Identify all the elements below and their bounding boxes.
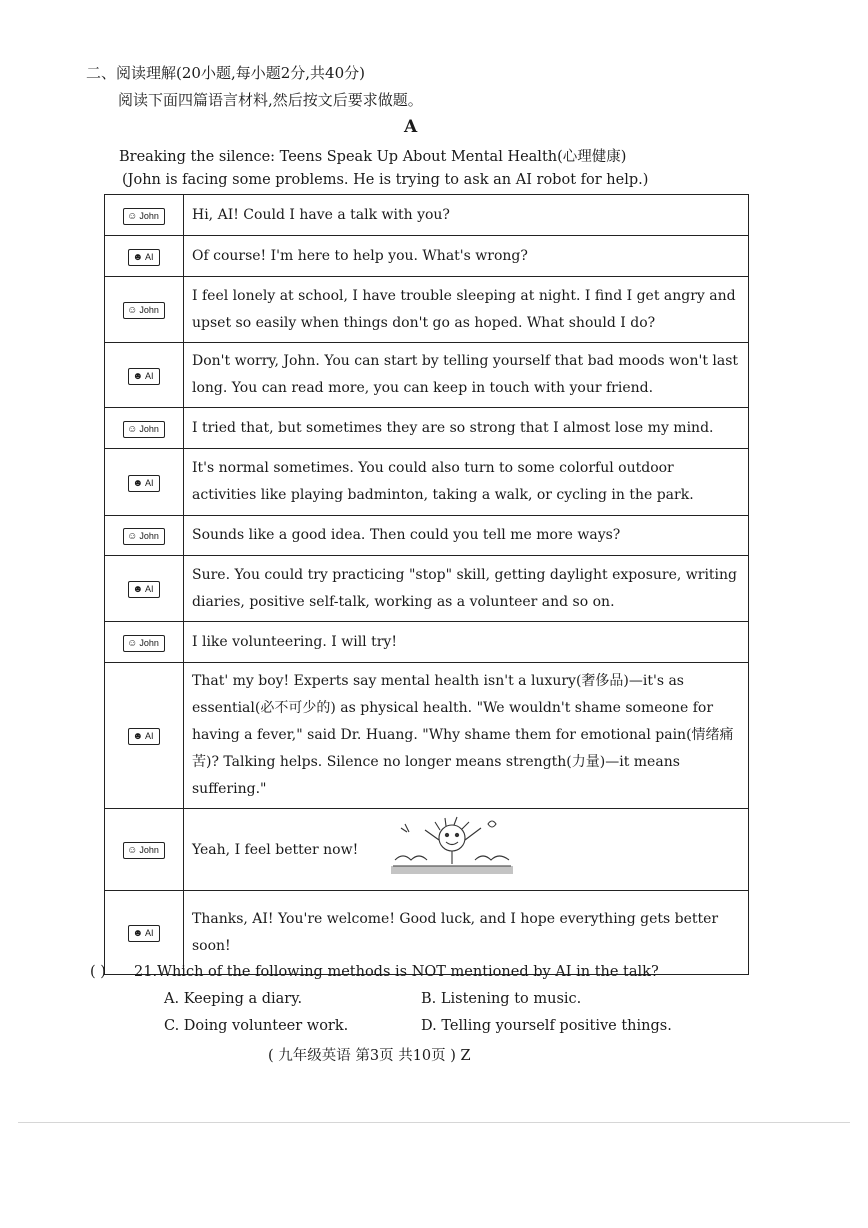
- robot-face-icon: ☻: [132, 584, 143, 595]
- speaker-tag-john: [123, 421, 165, 438]
- option-text: Keeping a diary.: [183, 991, 303, 1007]
- speaker-name: AI: [145, 477, 154, 488]
- option-c[interactable]: [164, 1018, 348, 1034]
- dialogue-row: [105, 408, 749, 449]
- boy-face-icon: ☺: [127, 305, 138, 316]
- speaker-name: John: [139, 637, 159, 648]
- option-text: Listening to music.: [440, 991, 582, 1007]
- dialogue-text: Sounds like a good idea. Then could you tell me more ways?: [184, 516, 749, 556]
- speaker-name: AI: [145, 584, 154, 594]
- dialogue-text: I feel lonely at school, I have trouble sleeping at night. I find I get angry and upset so easily when things don't go as hoped. What should I do?: [184, 277, 749, 343]
- robot-face-icon: ☻: [132, 928, 143, 939]
- dialogue-row: [105, 277, 749, 343]
- dialogue-row: [105, 556, 749, 622]
- dialogue-row: [105, 195, 749, 236]
- dialogue-text: Thanks, AI! You're welcome! Good luck, and I hope everything gets better soon!: [184, 891, 749, 975]
- answer-blank[interactable]: ( ): [90, 964, 106, 980]
- divider: [18, 1122, 850, 1123]
- dialogue-row: [105, 891, 749, 975]
- question-stem: Which of the following methods is NOT mentioned by AI in the talk?: [157, 964, 659, 980]
- dialogue-text: Yeah, I feel better now!: [192, 841, 359, 858]
- option-label: A.: [164, 991, 180, 1007]
- dialogue-text: Sure. You could try practicing "stop" skill, getting daylight exposure, writing diaries, positive self-talk, working as a volunteer and so on.: [184, 556, 749, 622]
- question-stem-row: [90, 964, 659, 980]
- boy-face-icon: ☺: [127, 423, 138, 435]
- speaker-tag-john: [123, 635, 165, 652]
- option-label: D.: [421, 1018, 437, 1034]
- dialogue-text: Don't worry, John. You can start by telling yourself that bad moods won't last long. You can read more, you can keep in touch with your friend.: [184, 343, 749, 408]
- boy-face-icon: ☺: [127, 210, 138, 222]
- boy-face-icon: ☺: [127, 637, 138, 649]
- speaker-tag-john: [123, 302, 165, 319]
- speaker-tag-ai: [128, 475, 159, 492]
- option-a[interactable]: [164, 991, 302, 1007]
- option-d[interactable]: [421, 1018, 672, 1034]
- speaker-tag-john: [123, 842, 165, 859]
- section-instruction: 阅读下面四篇语言材料,然后按文后要求做题。: [118, 91, 423, 109]
- option-label: C.: [164, 1018, 180, 1034]
- dialogue-row: [105, 809, 749, 891]
- speaker-name: John: [139, 210, 159, 221]
- speaker-name: AI: [145, 370, 154, 381]
- robot-face-icon: ☻: [132, 731, 143, 742]
- dialogue-table: [104, 194, 749, 975]
- boy-face-icon: ☺: [127, 845, 138, 856]
- speaker-name: John: [139, 423, 159, 434]
- speaker-tag-john: [123, 528, 165, 545]
- speaker-name: AI: [145, 731, 154, 741]
- dialogue-text: I tried that, but sometimes they are so strong that I almost lose my mind.: [184, 408, 749, 449]
- dialogue-row: [105, 516, 749, 556]
- passage-intro: (John is facing some problems. He is trying to ask an AI robot for help.): [122, 172, 649, 188]
- passage-title: Breaking the silence: Teens Speak Up About Mental Health(心理健康): [119, 149, 627, 165]
- option-text: Telling yourself positive things.: [441, 1018, 672, 1034]
- boy-face-icon: ☺: [127, 531, 138, 542]
- speaker-name: John: [139, 531, 159, 541]
- dialogue-text: I like volunteering. I will try!: [184, 622, 749, 663]
- speaker-name: John: [139, 305, 159, 315]
- speaker-tag-ai: [128, 249, 159, 266]
- dialogue-text: Hi, AI! Could I have a talk with you?: [184, 195, 749, 236]
- page-footer: ( 九年级英语 第3页 共10页 ) Z: [268, 1048, 471, 1064]
- option-text: Doing volunteer work.: [183, 1018, 349, 1034]
- question-number: 21.: [134, 964, 158, 980]
- passage-label: A: [404, 117, 418, 137]
- robot-face-icon: ☻: [132, 370, 143, 382]
- speaker-name: AI: [145, 251, 154, 262]
- dialogue-row: [105, 622, 749, 663]
- speaker-tag-john: [123, 208, 165, 225]
- happy-boy-illustration: [391, 816, 513, 884]
- option-b[interactable]: [421, 991, 581, 1007]
- dialogue-text: It's normal sometimes. You could also turn to some colorful outdoor activities like playing badminton, taking a walk, or cycling in the park.: [184, 449, 749, 516]
- speaker-name: AI: [145, 928, 154, 938]
- dialogue-text: Of course! I'm here to help you. What's wrong?: [184, 236, 749, 277]
- dialogue-row: [105, 663, 749, 809]
- option-label: B.: [421, 991, 437, 1007]
- dialogue-row: [105, 449, 749, 516]
- dialogue-row: [105, 343, 749, 408]
- speaker-tag-ai: [128, 728, 159, 745]
- speaker-tag-ai: [128, 368, 159, 385]
- robot-face-icon: ☻: [132, 251, 143, 263]
- speaker-tag-ai: [128, 581, 159, 598]
- robot-face-icon: ☻: [132, 477, 143, 489]
- section-title: 二、阅读理解(20小题,每小题2分,共40分): [86, 64, 365, 82]
- dialogue-text: That' my boy! Experts say mental health isn't a luxury(奢侈品)—it's as essential(必不可少的) as physical health. "We wouldn't shame someone for having a fever," said Dr. Huang. "Why shame them for emotional pain(情绪痛苦)? Talking helps. Silence no longer means strength(力量)—it means suffering.": [184, 663, 749, 809]
- dialogue-row: [105, 236, 749, 277]
- speaker-tag-ai: [128, 925, 159, 942]
- speaker-name: John: [139, 845, 159, 855]
